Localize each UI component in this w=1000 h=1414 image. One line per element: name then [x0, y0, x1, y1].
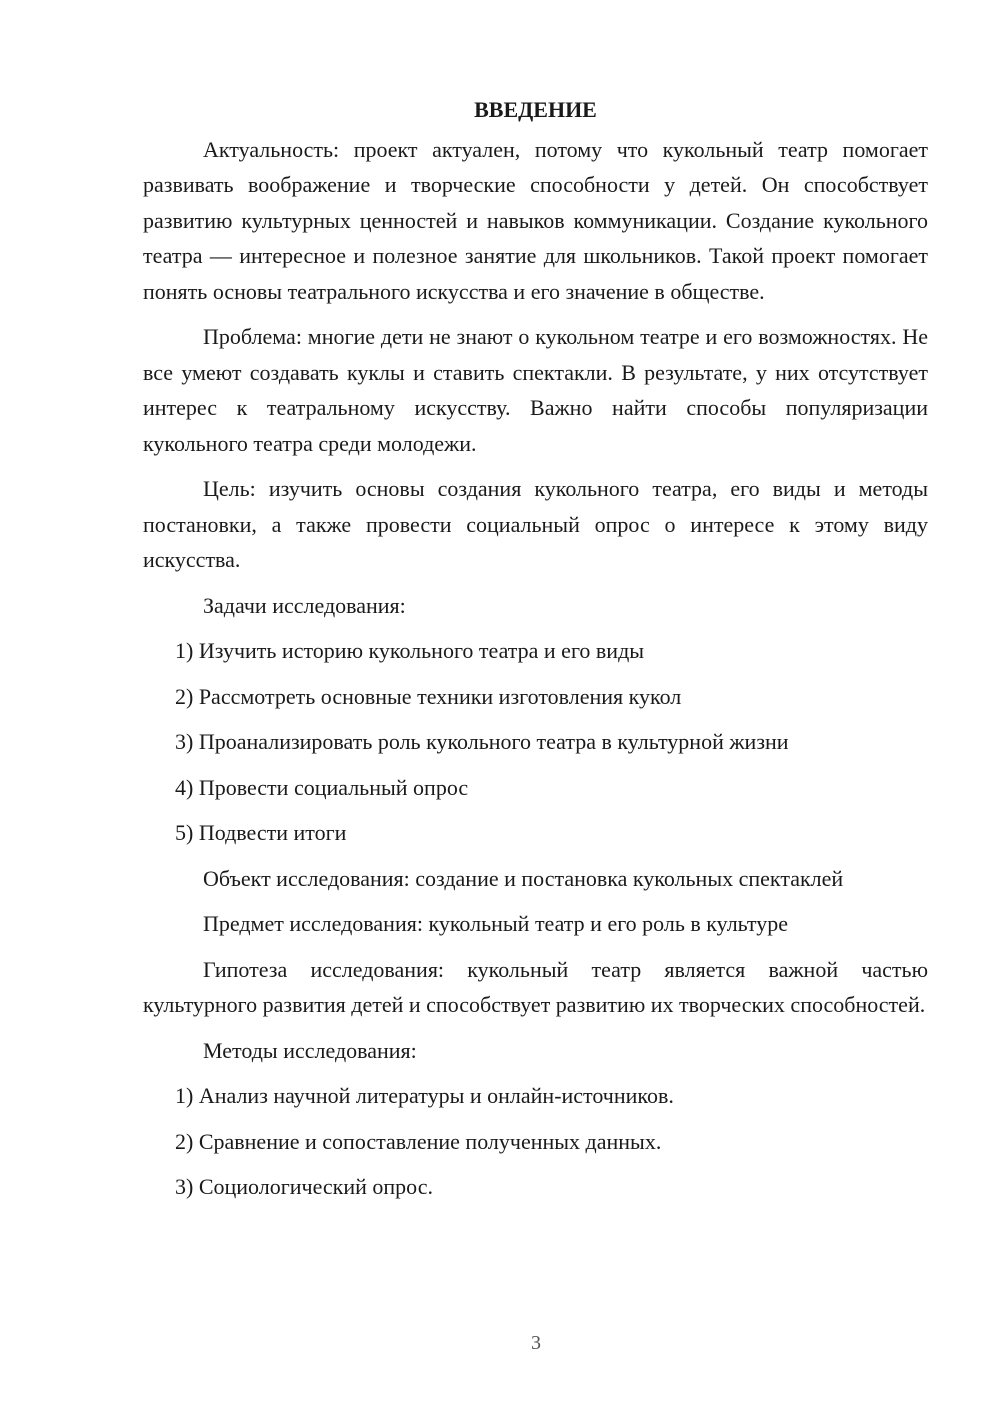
page-number: 3 [531, 1332, 541, 1354]
methods-heading: Методы исследования: [203, 1037, 417, 1063]
list-item: 2) Сравнение и сопоставление полученных данных. [175, 1128, 662, 1154]
section-heading: ВВЕДЕНИЕ [474, 97, 597, 122]
hypothesis-paragraph: Гипотеза исследования: кукольный театр является важной частью культурного развития детей и способствует развитию их творческих способностей. [143, 956, 928, 1017]
list-item: 3) Социологический опрос. [175, 1174, 433, 1199]
object-line: Объект исследования: создание и постановка кукольных спектаклей [203, 865, 844, 891]
list-item: 2) Рассмотреть основные техники изготовления кукол [175, 683, 682, 709]
tasks-heading: Задачи исследования: [203, 592, 406, 618]
subject-line: Предмет исследования: кукольный театр и его роль в культуре [203, 911, 788, 936]
list-item: 4) Провести социальный опрос [175, 774, 469, 800]
list-item: 5) Подвести итоги [175, 820, 347, 845]
list-item: 1) Изучить историю кукольного театра и его виды [175, 638, 645, 663]
list-item: 1) Анализ научной литературы и онлайн-источников. [175, 1083, 674, 1108]
tasks-list [143, 633, 928, 851]
document-page [143, 92, 928, 1215]
list-item: 3) Проанализировать роль кукольного театра в культурной жизни [175, 729, 789, 754]
relevance-paragraph: Актуальность: проект актуален, потому что кукольный театр помогает развивать воображение и творческие способности у детей. Он способствует развитию культурных ценностей и навыков коммуникации. Создание кукольного театра — интересное и полезное занятие для школьников. Такой проект помогает понять основы театрального искусства и его значение в обществе. [143, 136, 928, 304]
goal-paragraph: Цель: изучить основы создания кукольного театра, его виды и методы постановки, а также провести социальный опрос о интересе к этому виду искусства. [143, 476, 928, 572]
problem-paragraph: Проблема: многие дети не знают о кукольном театре и его возможностях. Не все умеют создавать куклы и ставить спектакли. В результате, у них отсутствует интерес к театральному искусству. Важно найти способы популяризации кукольного театра среди молодежи. [143, 324, 928, 456]
methods-list [143, 1078, 928, 1205]
